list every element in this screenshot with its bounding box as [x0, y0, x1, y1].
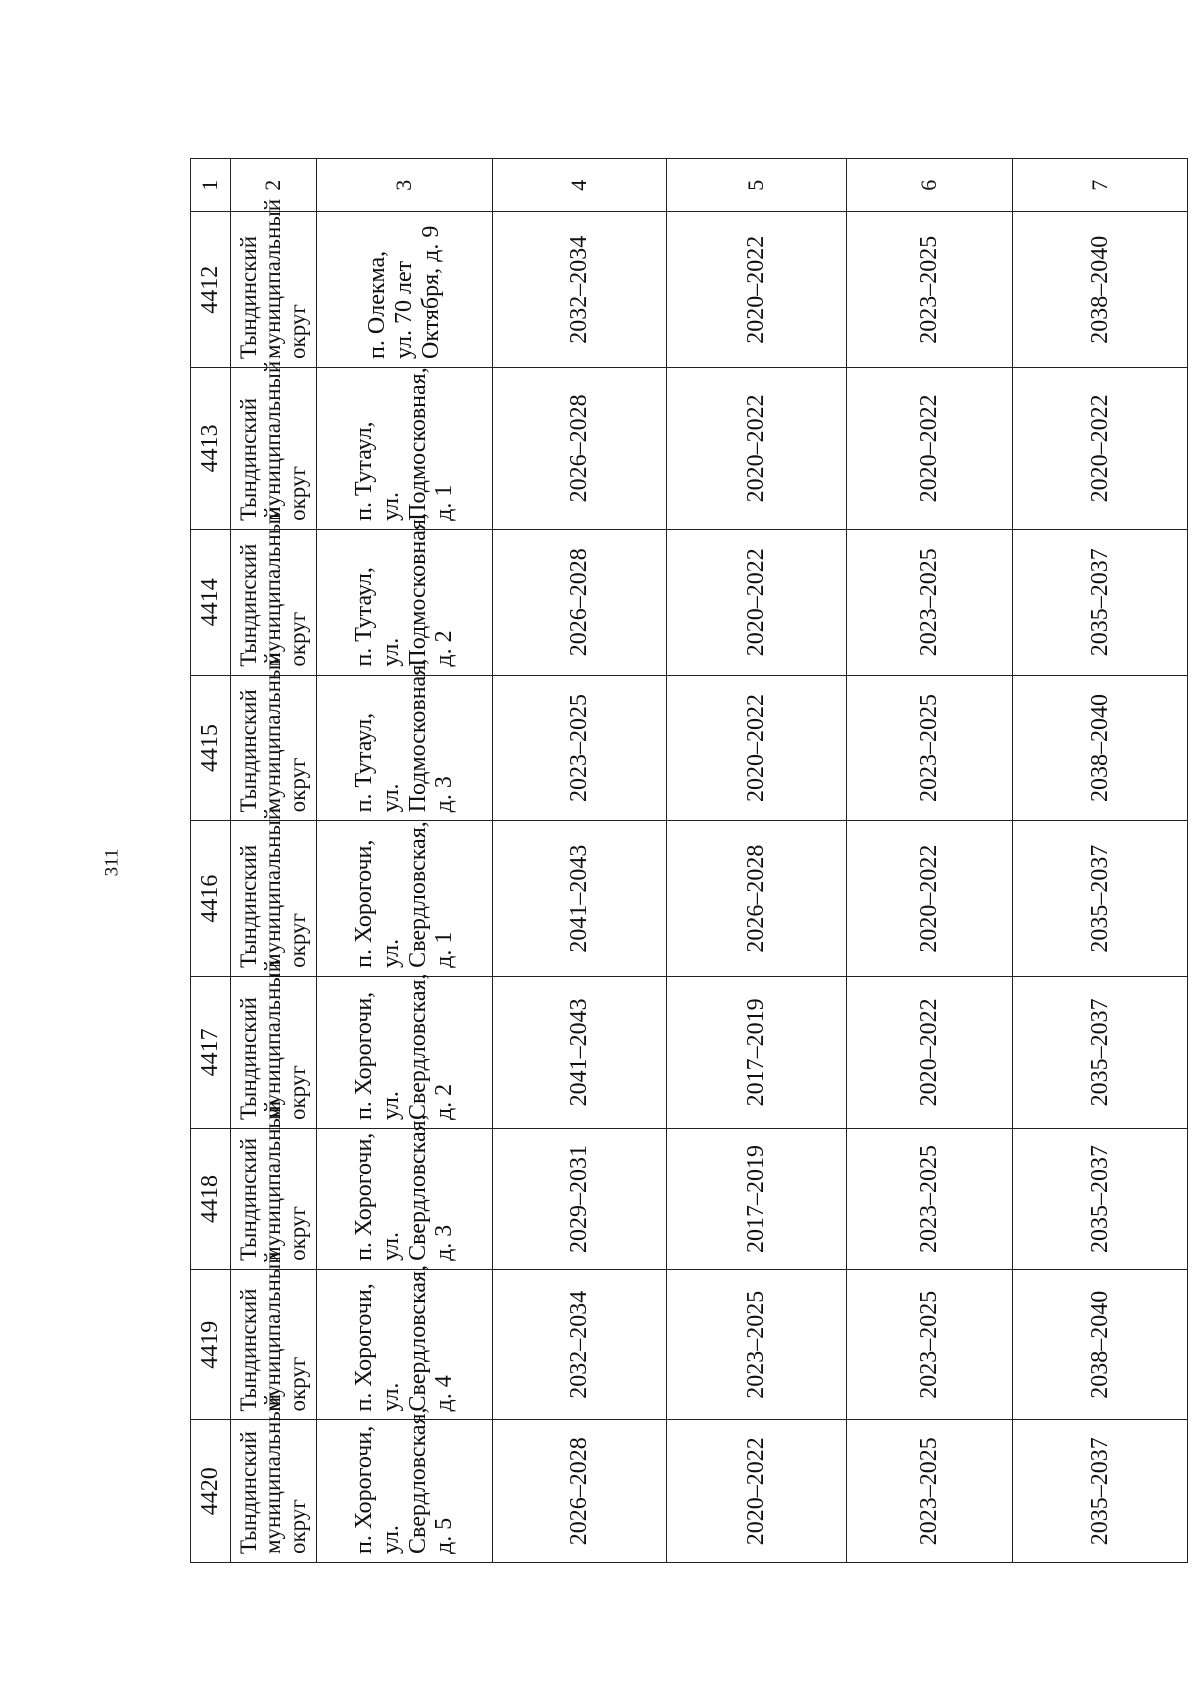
cell-address: [317, 367, 493, 529]
district-line: округ: [284, 611, 310, 667]
cell-row-number: 4412: [191, 212, 231, 367]
cell-address: [317, 212, 493, 367]
cell-row-number: 4415: [191, 675, 231, 821]
field-row-3: [317, 159, 493, 1563]
district-line: муниципальный: [260, 652, 286, 813]
cell-period-5: 2023–2025: [667, 1269, 847, 1420]
cell-period-5: 2017–2019: [667, 976, 847, 1128]
cell-district: [231, 652, 317, 821]
cell-row-number: 4418: [191, 1129, 231, 1270]
cell-district: [231, 360, 317, 529]
cell-period-7: 2035–2037: [1013, 1129, 1188, 1270]
column-header-6: 6: [847, 159, 1013, 213]
district-line: округ: [284, 1356, 310, 1412]
cell-period-4: 2041–2043: [493, 976, 667, 1128]
cell-address: [317, 1407, 493, 1563]
column-header-1: 1: [191, 159, 231, 213]
district-line: округ: [284, 466, 310, 521]
address-line: п. Тутаул,: [350, 712, 377, 813]
address-line: ул. Подмосковная, д. 1: [377, 367, 458, 521]
cell-period-4: 2032–2034: [493, 1269, 667, 1420]
cell-period-6: 2020–2022: [847, 821, 1013, 976]
district-line: муниципальный: [260, 1251, 286, 1412]
column-header-3: 3: [317, 159, 493, 213]
district-line: муниципальный: [260, 959, 286, 1121]
cell-period-5: 2020–2022: [667, 675, 847, 821]
cell-period-4: 2029–2031: [493, 1129, 667, 1270]
district-line: Тындинский: [236, 689, 262, 813]
cell-district: [231, 1393, 317, 1563]
cell-period-4: 2023–2025: [493, 675, 667, 821]
cell-address: [317, 1114, 493, 1270]
district-line: Тындинский: [236, 235, 262, 359]
cell-row-number: 4417: [191, 976, 231, 1128]
address-line: п. Тутаул,: [350, 567, 377, 667]
data-table: [190, 158, 1188, 1563]
column-header-5: 5: [667, 159, 847, 213]
address-line: п. Хорогочи,: [350, 839, 377, 968]
cell-address: [317, 513, 493, 675]
address-line: п. Хорогочи,: [350, 1132, 377, 1261]
cell-period-6: 2023–2025: [847, 1129, 1013, 1270]
cell-period-6: 2023–2025: [847, 675, 1013, 821]
cell-address: [317, 1264, 493, 1420]
cell-row-number: 4414: [191, 529, 231, 675]
cell-address: [317, 658, 493, 821]
cell-period-5: 2020–2022: [667, 1420, 847, 1563]
district-line: округ: [284, 1065, 310, 1121]
address-line: п. Тутаул,: [350, 421, 377, 521]
cell-district: [231, 959, 317, 1128]
address-line: ул. Свердловская, д. 1: [377, 821, 458, 968]
district-line: Тындинский: [236, 997, 262, 1121]
district-line: округ: [284, 757, 310, 813]
address-line: п. Хорогочи,: [350, 1425, 377, 1554]
district-line: муниципальный: [260, 506, 286, 667]
cell-period-6: 2020–2022: [847, 367, 1013, 529]
cell-row-number: 4416: [191, 821, 231, 976]
field-row-4: [493, 159, 667, 1563]
cell-period-4: 2032–2034: [493, 212, 667, 367]
cell-row-number: 4420: [191, 1420, 231, 1563]
cell-district: [231, 198, 317, 367]
cell-period-5: 2020–2022: [667, 529, 847, 675]
cell-district: [231, 1251, 317, 1420]
cell-period-7: 2035–2037: [1013, 976, 1188, 1128]
district-line: Тындинский: [236, 1137, 262, 1261]
address-line: ул. Свердловская, д. 4: [377, 1264, 458, 1412]
field-row-2: [231, 159, 317, 1563]
district-line: Тындинский: [236, 543, 262, 667]
address-line: ул. Свердловская, д. 2: [377, 973, 458, 1121]
field-row-6: [847, 159, 1013, 1563]
cell-period-7: 2035–2037: [1013, 1420, 1188, 1563]
field-row-5: [667, 159, 847, 1563]
column-header-2: 2: [231, 159, 317, 213]
cell-period-4: 2026–2028: [493, 529, 667, 675]
district-line: Тындинский: [236, 1431, 262, 1554]
cell-period-7: 2038–2040: [1013, 212, 1188, 367]
district-line: муниципальный: [260, 360, 286, 521]
cell-period-7: 2035–2037: [1013, 821, 1188, 976]
cell-row-number: 4413: [191, 367, 231, 529]
cell-district: [231, 807, 317, 976]
district-line: округ: [284, 913, 310, 968]
field-row-7: [1013, 159, 1188, 1563]
address-line: п. Олекма,: [364, 250, 391, 359]
cell-period-6: 2023–2025: [847, 1269, 1013, 1420]
cell-period-5: 2020–2022: [667, 212, 847, 367]
cell-period-7: 2038–2040: [1013, 1269, 1188, 1420]
cell-address: [317, 821, 493, 976]
district-line: округ: [284, 304, 310, 359]
cell-period-6: 2020–2022: [847, 976, 1013, 1128]
district-line: муниципальный: [260, 807, 286, 968]
cell-period-6: 2023–2025: [847, 529, 1013, 675]
cell-period-5: 2026–2028: [667, 821, 847, 976]
address-line: ул. Свердловская, д. 3: [377, 1114, 458, 1261]
cell-period-7: 2035–2037: [1013, 529, 1188, 675]
cell-period-7: 2038–2040: [1013, 675, 1188, 821]
address-line: ул. Свердловская, д. 5: [377, 1407, 458, 1554]
address-line: п. Хорогочи,: [350, 991, 377, 1121]
address-line: ул. Подмосковная, д. 3: [377, 658, 458, 813]
address-line: ул. Подмосковная, д. 2: [377, 513, 458, 667]
cell-period-4: 2026–2028: [493, 367, 667, 529]
address-line: п. Хорогочи,: [350, 1283, 377, 1412]
district-line: округ: [284, 1206, 310, 1261]
cell-district: [231, 506, 317, 675]
cell-district: [231, 1100, 317, 1270]
district-line: муниципальный: [260, 198, 286, 359]
field-row-1: [191, 159, 231, 1563]
cell-period-6: 2023–2025: [847, 1420, 1013, 1563]
cell-period-5: 2020–2022: [667, 367, 847, 529]
cell-period-4: 2041–2043: [493, 821, 667, 976]
cell-period-4: 2026–2028: [493, 1420, 667, 1563]
column-header-7: 7: [1013, 159, 1188, 213]
district-line: Тындинский: [236, 1288, 262, 1412]
cell-row-number: 4419: [191, 1269, 231, 1420]
district-line: Тындинский: [236, 397, 262, 521]
cell-period-5: 2017–2019: [667, 1129, 847, 1270]
cell-period-6: 2023–2025: [847, 212, 1013, 367]
table-container: [190, 158, 1113, 1563]
address-line: ул. 70 лет Октября, д. 9: [391, 225, 444, 359]
page-number: 311: [101, 848, 123, 877]
district-line: округ: [284, 1499, 310, 1554]
column-header-4: 4: [493, 159, 667, 213]
district-line: муниципальный: [260, 1393, 286, 1554]
cell-period-7: 2020–2022: [1013, 367, 1188, 529]
cell-address: [317, 973, 493, 1128]
district-line: муниципальный: [260, 1100, 286, 1261]
district-line: Тындинский: [236, 844, 262, 968]
